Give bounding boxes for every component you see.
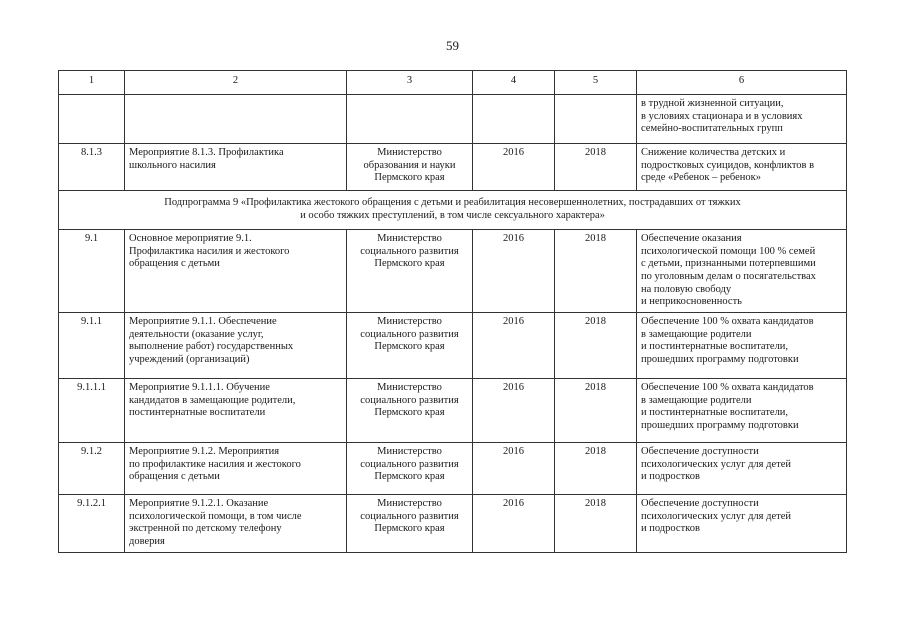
result-cell: Обеспечение 100 % охвата кандидатов в замещающие родители и постинтернатные воспитатели, прошедших программу подготовки [637, 313, 847, 379]
end-year-cell: 2018 [555, 379, 637, 443]
end-year-cell: 2018 [555, 230, 637, 313]
table-header-row [59, 71, 847, 95]
column-header: 2 [125, 71, 347, 95]
result-cell: Обеспечение доступности психологических услуг для детей и подростков [637, 495, 847, 552]
table-row [59, 495, 847, 552]
executor-cell [347, 95, 473, 144]
subprogram-title: Подпрограмма 9 «Профилактика жестокого обращения с детьми и реабилитация несовершеннолетних, пострадавших от тяжких и особо тяжких преступлений, в том числе сексуального характера» [59, 191, 847, 230]
end-year-cell: 2018 [555, 443, 637, 495]
activity-cell: Мероприятие 8.1.3. Профилактика школьного насилия [125, 144, 347, 191]
executor-cell: Министерство социального развития Пермского края [347, 495, 473, 552]
result-cell: Обеспечение оказания психологической помощи 100 % семей с детьми, признанными потерпевшими по уголовным делам о посягательствах на половую свободу и неприкосновенность [637, 230, 847, 313]
executor-cell: Министерство образования и науки Пермского края [347, 144, 473, 191]
page-number: 59 [446, 38, 459, 53]
table-row [59, 95, 847, 144]
end-year-cell: 2018 [555, 495, 637, 552]
row-number-cell: 9.1.2.1 [59, 495, 125, 552]
row-number-cell: 8.1.3 [59, 144, 125, 191]
executor-cell: Министерство социального развития Пермского края [347, 443, 473, 495]
result-cell: в трудной жизненной ситуации, в условиях стационара и в условиях семейно-воспитательных групп [637, 95, 847, 144]
executor-cell: Министерство социального развития Пермского края [347, 230, 473, 313]
result-cell: Снижение количества детских и подростковых суицидов, конфликтов в среде «Ребенок – ребенок» [637, 144, 847, 191]
column-header: 4 [473, 71, 555, 95]
column-header: 6 [637, 71, 847, 95]
end-year-cell [555, 95, 637, 144]
row-number-cell: 9.1.1.1 [59, 379, 125, 443]
table-row [59, 230, 847, 313]
end-year-cell: 2018 [555, 313, 637, 379]
column-header: 5 [555, 71, 637, 95]
row-number-cell: 9.1.2 [59, 443, 125, 495]
activity-cell: Основное мероприятие 9.1. Профилактика насилия и жестокого обращения с детьми [125, 230, 347, 313]
start-year-cell [473, 95, 555, 144]
column-header: 1 [59, 71, 125, 95]
row-number-cell: 9.1.1 [59, 313, 125, 379]
start-year-cell: 2016 [473, 379, 555, 443]
row-number-cell: 9.1 [59, 230, 125, 313]
table-row [59, 443, 847, 495]
program-table [58, 70, 847, 553]
table-row [59, 379, 847, 443]
executor-cell: Министерство социального развития Пермского края [347, 379, 473, 443]
table-row [59, 144, 847, 191]
result-cell: Обеспечение 100 % охвата кандидатов в замещающие родители и постинтернатные воспитатели, прошедших программу подготовки [637, 379, 847, 443]
activity-cell: Мероприятие 9.1.2. Мероприятия по профилактике насилия и жестокого обращения с детьми [125, 443, 347, 495]
start-year-cell: 2016 [473, 144, 555, 191]
result-cell: Обеспечение доступности психологических услуг для детей и подростков [637, 443, 847, 495]
subprogram-row [59, 191, 847, 230]
start-year-cell: 2016 [473, 443, 555, 495]
start-year-cell: 2016 [473, 230, 555, 313]
row-number-cell [59, 95, 125, 144]
table-row [59, 313, 847, 379]
activity-cell: Мероприятие 9.1.1.1. Обучение кандидатов в замещающие родители, постинтернатные воспитатели [125, 379, 347, 443]
activity-cell [125, 95, 347, 144]
start-year-cell: 2016 [473, 495, 555, 552]
activity-cell: Мероприятие 9.1.2.1. Оказание психологической помощи, в том числе экстренной по детскому телефону доверия [125, 495, 347, 552]
table-body [59, 71, 847, 553]
activity-cell: Мероприятие 9.1.1. Обеспечение деятельности (оказание услуг, выполнение работ) государственных учреждений (организаций) [125, 313, 347, 379]
start-year-cell: 2016 [473, 313, 555, 379]
executor-cell: Министерство социального развития Пермского края [347, 313, 473, 379]
column-header: 3 [347, 71, 473, 95]
end-year-cell: 2018 [555, 144, 637, 191]
